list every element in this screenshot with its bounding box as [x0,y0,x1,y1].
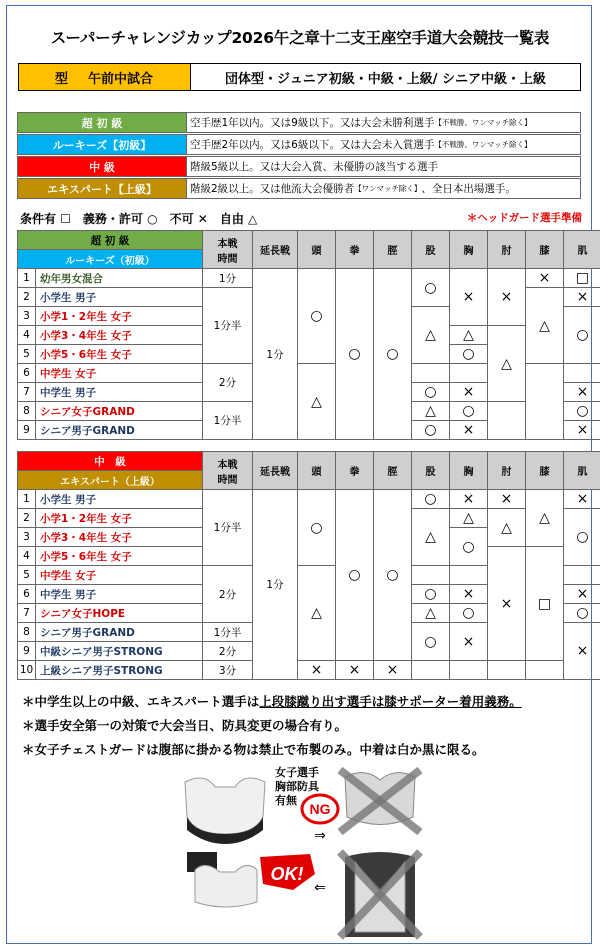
elbow-cell: × [488,547,526,661]
chest-cell: △ [450,326,488,345]
level-desc: 空手歴1年以内。又は9級以下。又は大会未勝利選手 【不戦勝、ワンマッチ除く】 [190,117,532,129]
crotch-cell: ○ [412,421,450,440]
elbow-header: 肘 [488,231,526,269]
division-name: 中学生 女子 [36,566,203,585]
shin-cell: ○ [374,490,412,661]
rules-table-1 [17,230,600,440]
chest-cell: △ [450,509,488,528]
division-name: 中学生 男子 [36,383,203,402]
time-header: 本戦 時間 [203,452,253,490]
categories-header: 団体型・ジュニア初級・中級・上級/ シニア中級・上級 [190,63,581,91]
elbow-cell: × [488,490,526,509]
crotch-cell [412,364,450,383]
knee-cell [526,364,564,440]
headguard-note: ＊ヘッドガード選手準備 [466,212,582,224]
chest-header: 胸 [450,452,488,490]
arrow-right: ⇒ [314,828,326,844]
time-cell: 1分半 [203,402,253,440]
row-number: 5 [18,345,36,364]
photo-caption-3: 有無 [275,794,297,807]
chest-guard-photo-ok-2 [187,852,257,907]
crotch-cell: ○ [412,383,450,402]
division-name: 小学3・4年生 女子 [36,326,203,345]
elbow-cell: × [488,269,526,326]
crotch-cell: △ [412,509,450,566]
row-number: 8 [18,402,36,421]
extension-header: 延長戦 [253,231,298,269]
knee-cell [526,661,564,680]
knee-header: 膝 [526,452,564,490]
row-number: 9 [18,642,36,661]
chest-cell: ○ [450,402,488,421]
footnote-chest-guard: ＊女子チェストガードは腹部に掛かる物は禁止で布製のみ。中着は白か黒に限る。 [22,742,485,757]
row-number: 7 [18,604,36,623]
knee-cell: × [526,269,564,288]
level-a-header: 超 初 級 [18,231,203,250]
skin-cell [564,566,600,585]
skin-header: 肌 [564,231,600,269]
elbow-header: 肘 [488,452,526,490]
knee-cell: △ [526,490,564,547]
division-name: シニア女子GRAND [36,402,203,421]
crotch-cell: ○ [412,269,450,307]
division-name: 幼年男女混合 [36,269,203,288]
skin-cell [564,364,600,383]
extension-header: 延長戦 [253,452,298,490]
row-number: 9 [18,421,36,440]
session-header [18,63,190,91]
level-name: 超 初 級 [18,113,187,132]
row-number: 6 [18,364,36,383]
head-header: 頭 [298,452,336,490]
division-name: シニア女子HOPE [36,604,203,623]
level-b-header: ルーキーズ（初級） [18,250,203,269]
shin-cell: ○ [374,269,412,440]
crotch-cell: ○ [412,490,450,509]
chest-cell [450,364,488,383]
row-number: 2 [18,509,36,528]
ng-photo [340,770,420,832]
level-superbeginner [17,112,581,133]
skin-cell: × [564,421,600,440]
row-number: 5 [18,566,36,585]
chest-header: 胸 [450,231,488,269]
division-name: 小学1・2年生 女子 [36,509,203,528]
division-name: 小学生 男子 [36,490,203,509]
crotch-cell [412,661,450,680]
head-header: 頭 [298,231,336,269]
time-cell: 3分 [203,661,253,680]
head-cell: ○ [298,269,336,364]
photo-caption-2: 胸部防具 [275,780,319,793]
level-a-header: 中 級 [18,452,203,471]
knee-cell: △ [526,288,564,364]
crotch-header: 股 [412,452,450,490]
row-number: 4 [18,326,36,345]
type-label: 型 [55,71,69,87]
chest-cell: × [450,421,488,440]
chest-cell [450,566,488,585]
ng-photo-2 [340,852,420,937]
crotch-header: 股 [412,231,450,269]
skin-cell: ○ [564,307,600,364]
time-cell: 1分半 [203,288,253,364]
time-cell: 1分 [203,269,253,288]
chest-cell: × [450,490,488,509]
row-number: 3 [18,528,36,547]
level-desc: 空手歴2年以内。又は6級以下。又は大会未入賞選手 【不戦勝、ワンマッチ除く】 [190,139,532,151]
fist-cell: ○ [336,269,374,440]
footnote-knee-support: ＊中学生以上の中級、エキスパート選手は上段膝蹴り出す選手は膝サポーター着用義務。 [22,694,522,709]
level-b-header: エキスパート（上級） [18,471,203,490]
division-name: 上級シニア男子STRONG [36,661,203,680]
chest-cell: × [450,585,488,604]
ok-badge [260,854,315,890]
chest-cell: × [450,383,488,402]
fist-header: 拳 [336,452,374,490]
division-name: 小学5・6年生 女子 [36,345,203,364]
division-name: 小学生 男子 [36,288,203,307]
time-cell: 2分 [203,364,253,402]
row-number: 8 [18,623,36,642]
level-desc: 階級5級以上。又は大会入賞、未優勝の該当する選手 [190,161,439,173]
shin-header: 脛 [374,231,412,269]
skin-cell: × [564,288,600,307]
chest-cell: ○ [450,604,488,623]
session-label: 午前中試合 [88,71,154,87]
ng-badge [302,795,338,823]
chest-guard-photos [175,762,435,942]
chest-guard-photo-ok-1 [185,778,265,844]
shin-header: 脛 [374,452,412,490]
head-cell: △ [298,364,336,440]
row-number: 1 [18,269,36,288]
time-cell: 2分 [203,566,253,623]
rules-table-2 [17,451,600,680]
fist-cell: × [336,661,374,680]
photo-caption-1: 女子選手 [275,766,319,779]
row-number: 10 [18,661,36,680]
symbol-legend: 条件有 ☐ 義務・許可 ○ 不可 ✕ 自由 △ [20,212,258,226]
time-cell: 1分半 [203,490,253,566]
head-cell: ○ [298,490,336,566]
skin-cell: × [564,490,600,509]
elbow-cell: △ [488,326,526,402]
crotch-cell: ○ [412,623,450,661]
row-number: 6 [18,585,36,604]
crotch-cell: △ [412,604,450,623]
elbow-cell [488,402,526,440]
level-name: ルーキーズ【初級】 [18,135,187,154]
row-number: 7 [18,383,36,402]
skin-cell: ○ [564,402,600,421]
crotch-cell: ○ [412,585,450,604]
fist-header: 拳 [336,231,374,269]
division-name: 中学生 女子 [36,364,203,383]
chest-cell: × [450,269,488,326]
svg-text:NG: NG [309,801,331,817]
chest-cell [450,661,488,680]
division-name: シニア男子GRAND [36,623,203,642]
crotch-cell [412,566,450,585]
skin-cell: □ [564,269,600,288]
division-name: 小学3・4年生 女子 [36,528,203,547]
level-expert [17,178,581,199]
time-header: 本戦 時間 [203,231,253,269]
row-number: 4 [18,547,36,566]
head-cell: × [298,661,336,680]
chest-cell: ○ [450,345,488,364]
row-number: 1 [18,490,36,509]
time-cell: 2分 [203,642,253,661]
division-name: シニア男子GRAND [36,421,203,440]
fist-cell: ○ [336,490,374,661]
crotch-cell: △ [412,402,450,421]
footnote-equipment-change: ＊選手安全第一の対策で大会当日、防具変更の場合有り。 [22,718,348,733]
elbow-cell: △ [488,509,526,547]
level-intermediate [17,156,581,177]
division-name: 中学生 男子 [36,585,203,604]
crotch-cell: △ [412,307,450,364]
division-name: 小学1・2年生 女子 [36,307,203,326]
svg-text:OK!: OK! [270,864,304,884]
chest-cell: × [450,623,488,661]
arrow-left: ⇐ [314,880,326,896]
skin-cell: × [564,383,600,402]
extension-cell: 1分 [253,269,298,440]
elbow-cell [488,661,526,680]
skin-cell: × [564,623,600,680]
level-name: エキスパート【上級】 [18,179,187,198]
knee-header: 膝 [526,231,564,269]
skin-cell: × [564,585,600,604]
division-name: 中級シニア男子STRONG [36,642,203,661]
shin-cell: × [374,661,412,680]
chest-cell: ○ [450,528,488,566]
knee-cell: □ [526,547,564,661]
division-name: 小学5・6年生 女子 [36,547,203,566]
time-cell: 1分半 [203,623,253,642]
skin-header: 肌 [564,452,600,490]
skin-cell: ○ [564,509,600,566]
head-cell: △ [298,566,336,661]
level-desc: 階級2級以上。又は他流大会優勝者 【ワンマッチ除く】 、全日本出場選手。 [190,183,516,195]
page-title: スーパーチャレンジカップ2026午之章十二支王座空手道大会競技一覧表 [50,29,550,47]
row-number: 2 [18,288,36,307]
level-rookies [17,134,581,155]
level-name: 中 級 [18,157,187,176]
extension-cell: 1分 [253,490,298,680]
row-number: 3 [18,307,36,326]
skin-cell: ○ [564,604,600,623]
